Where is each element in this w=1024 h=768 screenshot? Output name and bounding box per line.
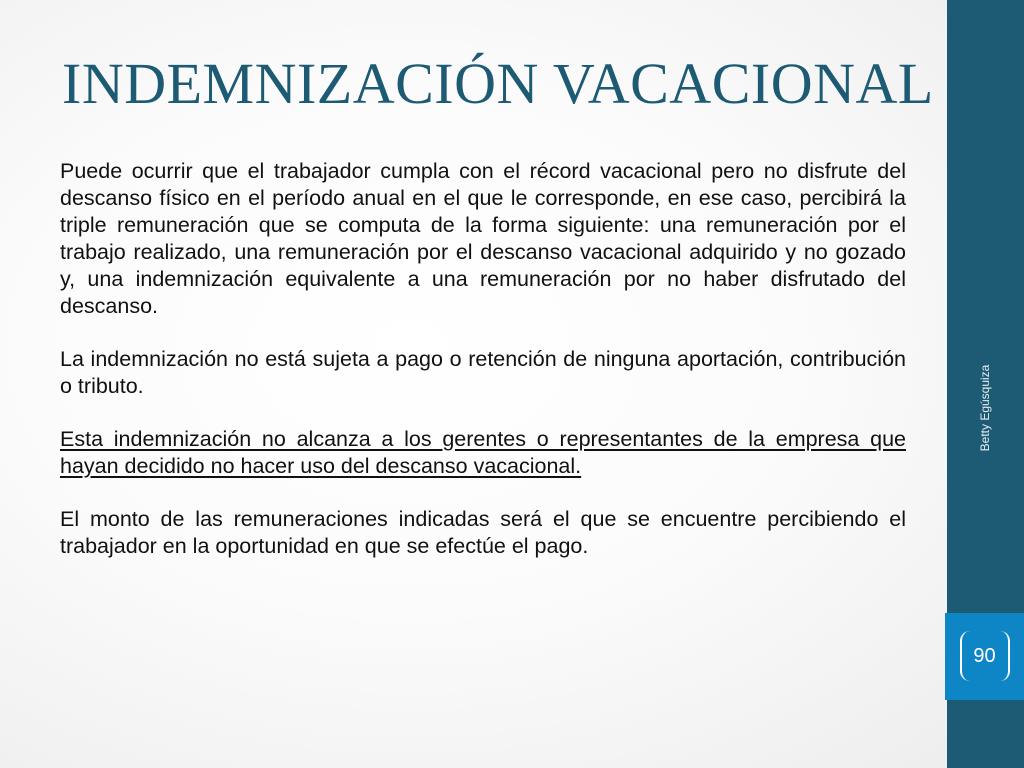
author-label: Betty Egúsquiza <box>978 364 992 452</box>
page-number-badge <box>945 613 1024 700</box>
slide-body <box>60 158 906 586</box>
paragraph-triple-remuneration: Puede ocurrir que el trabajador cumpla con el récord vacacional pero no disfrute del descanso físico en el período anual en el que le corresponde, en ese caso, percibirá la triple remuneración que se computa de la forma siguiente: una remuneración por el trabajo realizado, una remuneración por el descanso vacacional adquirido y no gozado y, una indemnización equivalente a una remuneración por no haber disfrutado del descanso. <box>60 159 906 318</box>
paragraph-managers-exclusion: Esta indemnización no alcanza a los gerentes o representantes de la empresa que hayan decidido no hacer uso del descanso vacacional. <box>60 427 906 478</box>
paragraph-payment-amount: El monto de las remuneraciones indicadas será el que se encuentre percibiendo el trabajador en la oportunidad en que se efectúe el pago. <box>60 507 906 558</box>
page-number: 90 <box>973 645 996 667</box>
paragraph-no-retention: La indemnización no está sujeta a pago o retención de ninguna aportación, contribución o tributo. <box>60 347 906 398</box>
slide-title: INDEMNIZACIÓN VACACIONAL <box>62 51 934 116</box>
